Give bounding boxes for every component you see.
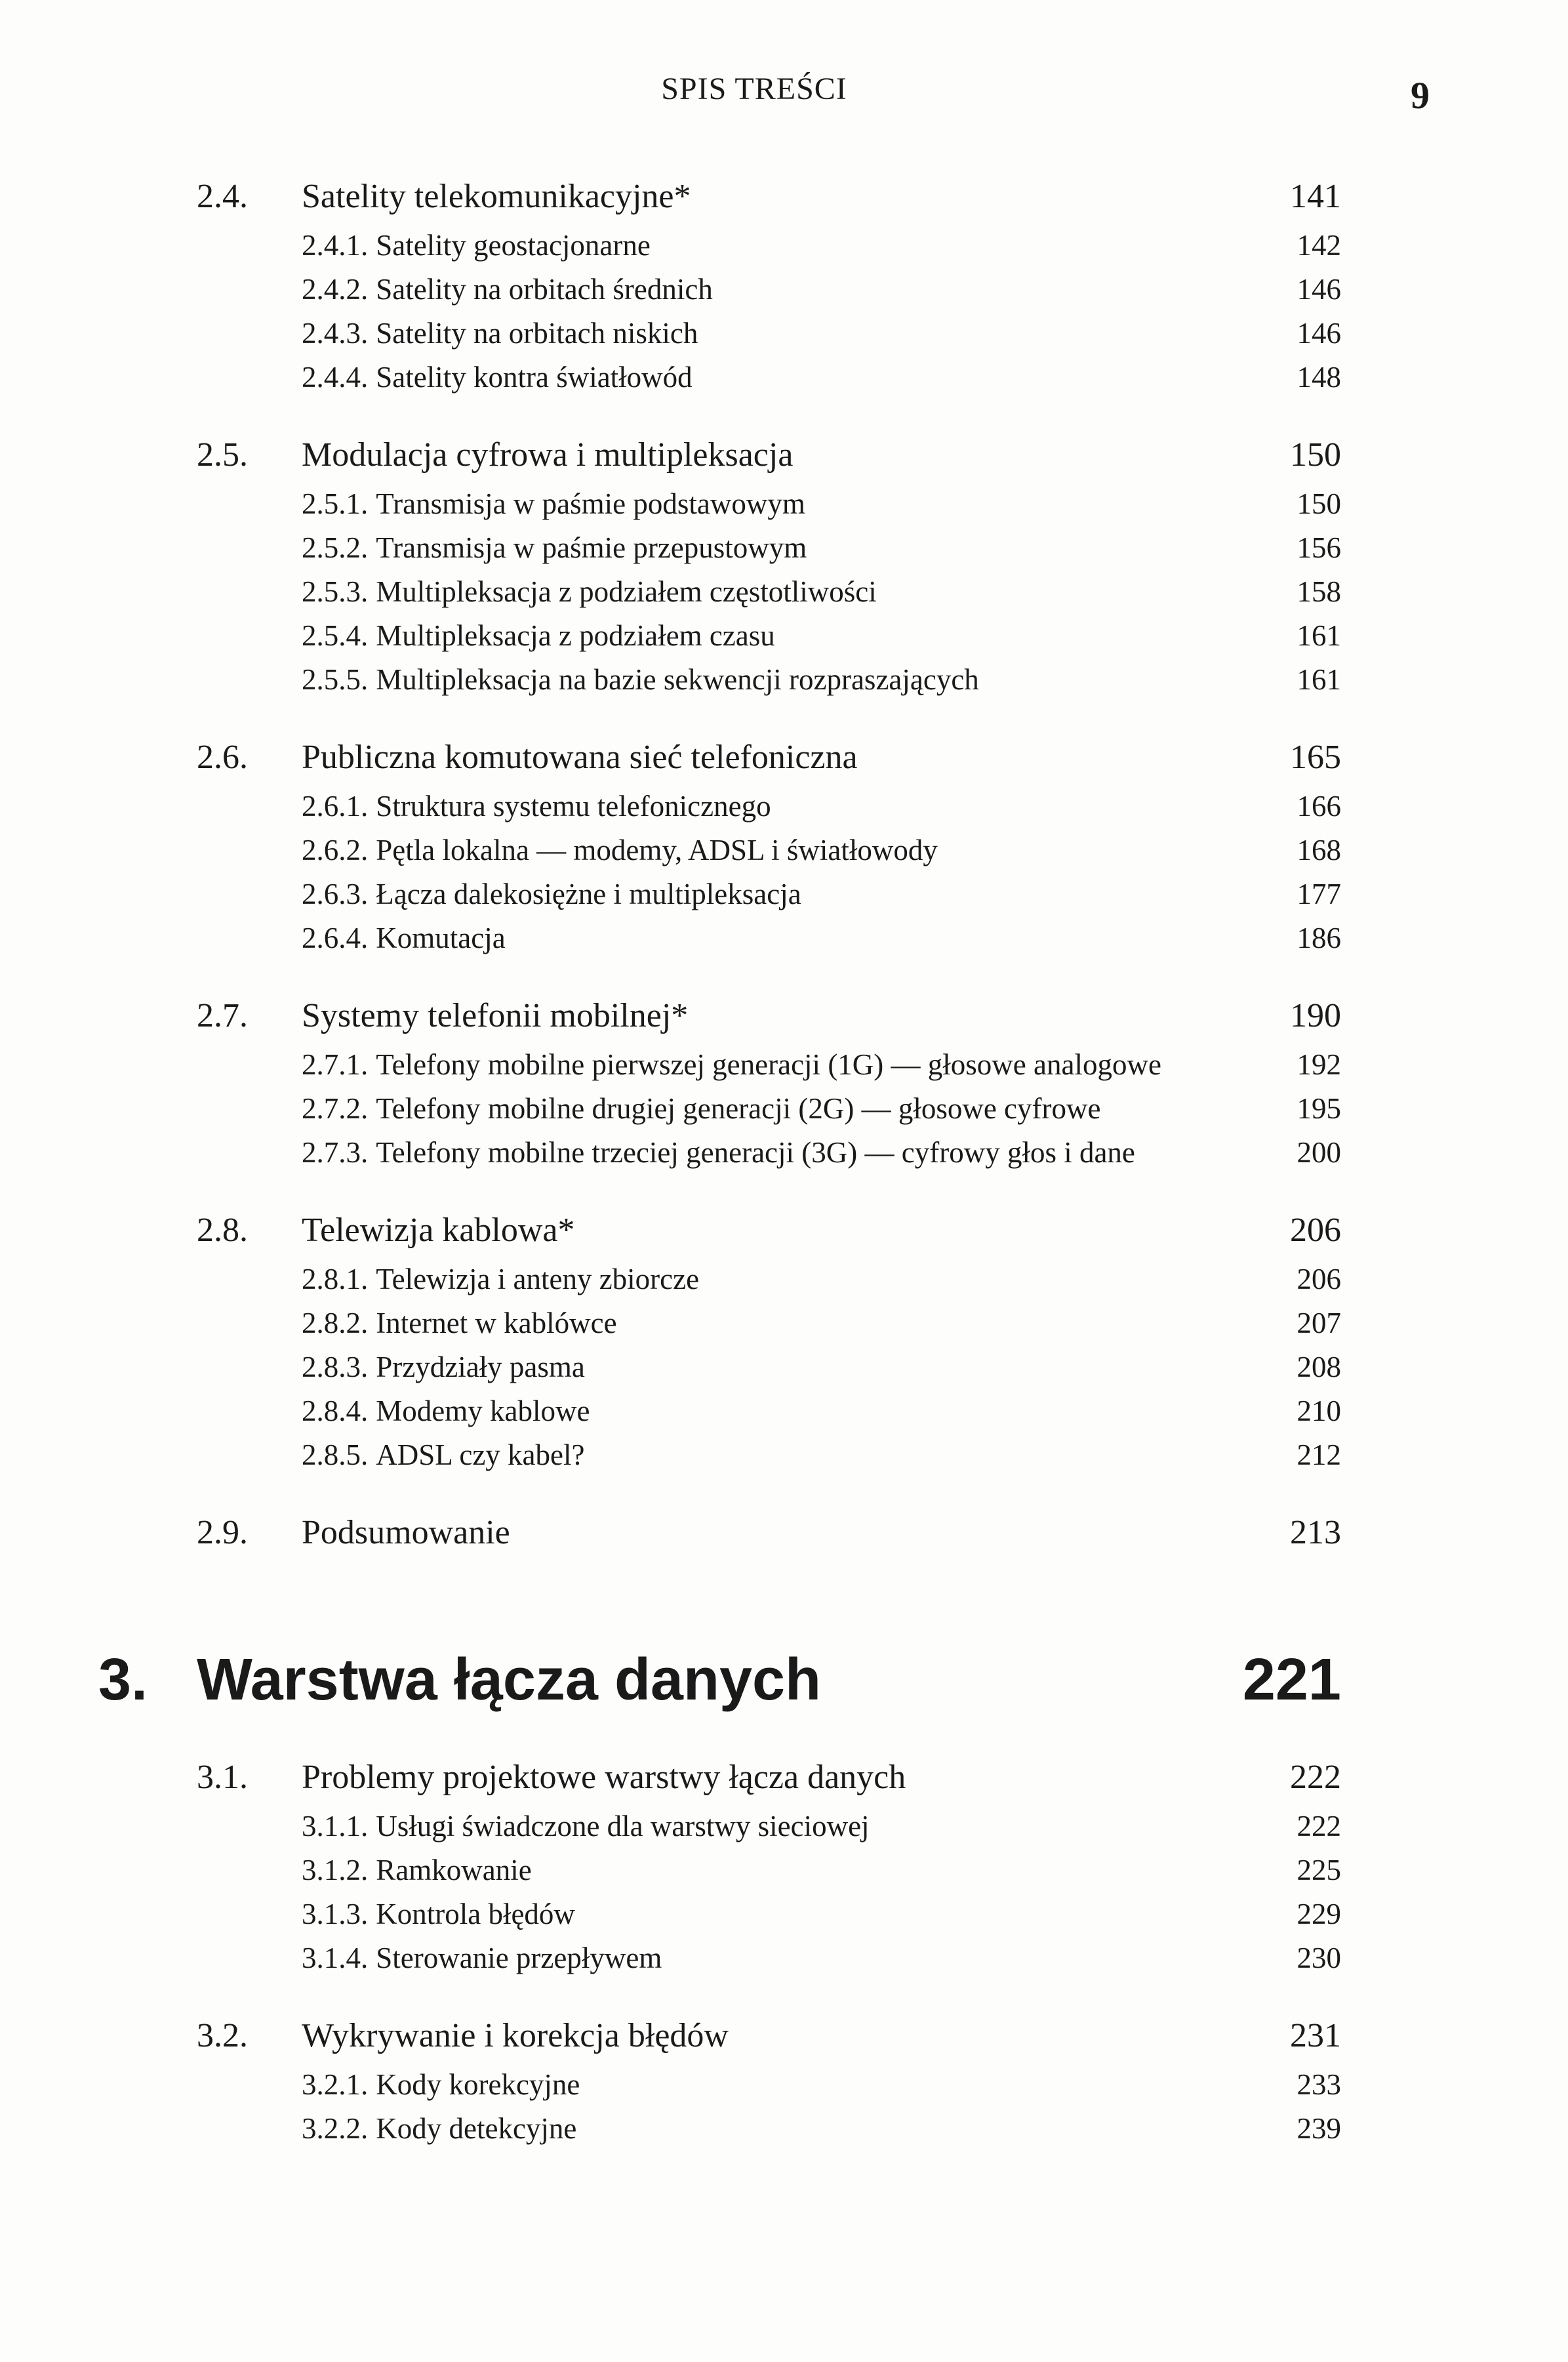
section-page: 141 — [1290, 178, 1341, 215]
toc-subsection-row — [197, 272, 1341, 316]
section-number: 2.8. — [197, 1212, 248, 1249]
toc-subsection-row — [197, 1350, 1341, 1394]
subsection-page: 166 — [1297, 790, 1341, 823]
toc-subsection-row — [197, 228, 1341, 272]
running-head: SPIS TREŚCI — [661, 71, 847, 106]
section-title: Wykrywanie i korekcja błędów — [302, 2017, 729, 2054]
section-title: Telewizja kablowa* — [302, 1212, 575, 1249]
chapter-heading — [98, 1646, 1341, 1738]
toc-section-row — [197, 1513, 1341, 1564]
subsection-number: 3.2.2. — [302, 2112, 369, 2145]
section-page: 206 — [1290, 1212, 1341, 1249]
toc-subsection-row — [197, 360, 1341, 404]
toc-section — [197, 738, 1341, 965]
subsection-title: Ramkowanie — [376, 1854, 532, 1886]
subsection-title: Telefony mobilne drugiej generacji (2G) — głosowe cyfrowe — [376, 1092, 1101, 1125]
subsection-page: 239 — [1297, 2112, 1341, 2145]
subsection-number: 2.8.3. — [302, 1351, 369, 1383]
subsection-title: Przydziały pasma — [376, 1351, 585, 1383]
subsection-number: 2.8.5. — [302, 1438, 369, 1471]
toc-subsection-row — [197, 1262, 1341, 1306]
toc-section-row — [197, 996, 1341, 1048]
toc-subsection-row — [197, 1438, 1341, 1482]
toc-subsection-row — [197, 1809, 1341, 1853]
toc-subsection-row — [197, 1091, 1341, 1135]
subsection-number: 2.8.2. — [302, 1307, 369, 1339]
toc-subsection-row — [197, 1306, 1341, 1350]
section-number: 2.5. — [197, 436, 248, 474]
subsection-title: Transmisja w paśmie podstawowym — [376, 487, 805, 520]
subsection-title: Transmisja w paśmie przepustowym — [376, 531, 807, 564]
subsection-title: Łącza dalekosiężne i multipleksacja — [376, 878, 801, 910]
chapter-page: 221 — [1242, 1647, 1341, 1713]
subsection-title: Kody detekcyjne — [376, 2112, 577, 2145]
subsection-number: 2.5.2. — [302, 531, 369, 564]
toc-section — [197, 1758, 1341, 1985]
toc-subsection-row — [197, 575, 1341, 619]
subsection-page: 192 — [1297, 1048, 1341, 1081]
section-page: 231 — [1290, 2017, 1341, 2054]
section-title: Problemy projektowe warstwy łącza danych — [302, 1759, 906, 1796]
toc-section-row — [197, 1211, 1341, 1262]
toc-section-row — [197, 2016, 1341, 2067]
subsection-page: 161 — [1297, 663, 1341, 696]
toc-sections-chapter-3 — [197, 1758, 1341, 2155]
section-number: 2.6. — [197, 739, 248, 776]
chapter-title: Warstwa łącza danych — [197, 1647, 822, 1713]
toc-subsection-row — [197, 1897, 1341, 1941]
subsection-page: 225 — [1297, 1854, 1341, 1886]
subsection-number: 2.4.2. — [302, 273, 369, 306]
subsection-page: 168 — [1297, 834, 1341, 866]
section-title: Modulacja cyfrowa i multipleksacja — [302, 436, 794, 474]
subsection-number: 2.7.1. — [302, 1048, 369, 1081]
subsection-page: 200 — [1297, 1136, 1341, 1169]
toc-subsection-row — [197, 619, 1341, 662]
subsection-number: 2.5.5. — [302, 663, 369, 696]
section-page: 190 — [1290, 997, 1341, 1034]
section-page: 150 — [1290, 436, 1341, 474]
section-number: 2.9. — [197, 1514, 248, 1551]
toc-section — [197, 2016, 1341, 2155]
subsection-page: 156 — [1297, 531, 1341, 564]
subsection-page: 146 — [1297, 273, 1341, 306]
subsection-title: ADSL czy kabel? — [376, 1438, 585, 1471]
subsection-number: 2.6.2. — [302, 834, 369, 866]
subsection-title: Multipleksacja na bazie sekwencji rozpraszających — [376, 663, 979, 696]
subsection-number: 3.2.1. — [302, 2068, 369, 2101]
toc-section-row — [197, 177, 1341, 228]
toc-subsection-row — [197, 2067, 1341, 2111]
section-number: 2.4. — [197, 178, 248, 215]
toc-subsection-row — [197, 921, 1341, 965]
subsection-page: 212 — [1297, 1438, 1341, 1471]
section-number: 3.1. — [197, 1759, 248, 1796]
subsection-number: 2.8.4. — [302, 1395, 369, 1427]
subsection-page: 158 — [1297, 575, 1341, 608]
section-title: Systemy telefonii mobilnej* — [302, 997, 689, 1034]
toc-subsection-row — [197, 1048, 1341, 1091]
toc-subsection-row — [197, 487, 1341, 531]
subsection-page: 177 — [1297, 878, 1341, 910]
toc-subsection-row — [197, 789, 1341, 833]
subsection-page: 208 — [1297, 1351, 1341, 1383]
toc-subsection-row — [197, 877, 1341, 921]
subsection-title: Modemy kablowe — [376, 1395, 590, 1427]
section-title: Publiczna komutowana sieć telefoniczna — [302, 739, 858, 776]
toc-subsection-row — [197, 1135, 1341, 1179]
toc-section — [197, 436, 1341, 706]
subsection-title: Komutacja — [376, 922, 506, 954]
subsection-number: 2.5.1. — [302, 487, 369, 520]
toc-section — [197, 1211, 1341, 1482]
toc-section-row — [197, 436, 1341, 487]
section-title: Podsumowanie — [302, 1514, 510, 1551]
subsection-page: 233 — [1297, 2068, 1341, 2101]
subsection-title: Sterowanie przepływem — [376, 1942, 662, 1974]
subsection-title: Multipleksacja z podziałem czasu — [376, 619, 775, 652]
toc-subsection-row — [197, 1394, 1341, 1438]
toc-subsection-row — [197, 2111, 1341, 2155]
subsection-number: 2.4.4. — [302, 361, 369, 394]
subsection-number: 2.5.3. — [302, 575, 369, 608]
section-page: 222 — [1290, 1759, 1341, 1796]
subsection-page: 148 — [1297, 361, 1341, 394]
subsection-title: Kontrola błędów — [376, 1898, 575, 1930]
page-number: 9 — [1411, 74, 1430, 117]
section-title: Satelity telekomunikacyjne* — [302, 178, 691, 215]
subsection-page: 142 — [1297, 229, 1341, 262]
toc-subsection-row — [197, 1941, 1341, 1985]
subsection-number: 2.7.2. — [302, 1092, 369, 1125]
subsection-title: Kody korekcyjne — [376, 2068, 580, 2101]
subsection-number: 3.1.4. — [302, 1942, 369, 1974]
section-number: 3.2. — [197, 2017, 248, 2054]
subsection-title: Satelity na orbitach średnich — [376, 273, 713, 306]
subsection-page: 161 — [1297, 619, 1341, 652]
toc-section — [197, 177, 1341, 404]
toc-section-row — [197, 738, 1341, 789]
subsection-page: 146 — [1297, 317, 1341, 350]
subsection-page: 150 — [1297, 487, 1341, 520]
chapter-number: 3. — [98, 1647, 148, 1713]
subsection-page: 229 — [1297, 1898, 1341, 1930]
subsection-title: Satelity kontra światłowód — [376, 361, 693, 394]
subsection-page: 230 — [1297, 1942, 1341, 1974]
subsection-page: 186 — [1297, 922, 1341, 954]
toc-subsection-row — [197, 662, 1341, 706]
subsection-number: 2.6.1. — [302, 790, 369, 823]
subsection-number: 2.5.4. — [302, 619, 369, 652]
subsection-title: Telefony mobilne pierwszej generacji (1G) — głosowe analogowe — [376, 1048, 1161, 1081]
subsection-title: Internet w kablówce — [376, 1307, 617, 1339]
toc-section — [197, 996, 1341, 1179]
table-of-contents — [98, 177, 1341, 2187]
subsection-number: 3.1.1. — [302, 1810, 369, 1843]
subsection-number: 3.1.3. — [302, 1898, 369, 1930]
toc-subsection-row — [197, 1853, 1341, 1897]
toc-subsection-row — [197, 316, 1341, 360]
toc-section-row — [197, 1758, 1341, 1809]
subsection-page: 210 — [1297, 1395, 1341, 1427]
subsection-page: 207 — [1297, 1307, 1341, 1339]
subsection-title: Satelity na orbitach niskich — [376, 317, 698, 350]
subsection-number: 2.7.3. — [302, 1136, 369, 1169]
subsection-title: Struktura systemu telefonicznego — [376, 790, 771, 823]
toc-subsection-row — [197, 531, 1341, 575]
toc-section — [197, 1513, 1341, 1564]
section-page: 213 — [1290, 1514, 1341, 1551]
toc-sections-chapter-2 — [197, 177, 1341, 1564]
subsection-number: 3.1.2. — [302, 1854, 369, 1886]
subsection-title: Multipleksacja z podziałem częstotliwości — [376, 575, 877, 608]
subsection-number: 2.6.4. — [302, 922, 369, 954]
subsection-number: 2.4.1. — [302, 229, 369, 262]
subsection-title: Telefony mobilne trzeciej generacji (3G) — cyfrowy głos i dane — [376, 1136, 1135, 1169]
subsection-page: 206 — [1297, 1263, 1341, 1295]
subsection-number: 2.4.3. — [302, 317, 369, 350]
toc-subsection-row — [197, 833, 1341, 877]
subsection-title: Pętla lokalna — modemy, ADSL i światłowody — [376, 834, 938, 866]
subsection-page: 195 — [1297, 1092, 1341, 1125]
section-number: 2.7. — [197, 997, 248, 1034]
subsection-number: 2.8.1. — [302, 1263, 369, 1295]
subsection-page: 222 — [1297, 1810, 1341, 1843]
subsection-title: Usługi świadczone dla warstwy sieciowej — [376, 1810, 870, 1843]
subsection-title: Satelity geostacjonarne — [376, 229, 651, 262]
section-page: 165 — [1290, 739, 1341, 776]
subsection-title: Telewizja i anteny zbiorcze — [376, 1263, 700, 1295]
subsection-number: 2.6.3. — [302, 878, 369, 910]
